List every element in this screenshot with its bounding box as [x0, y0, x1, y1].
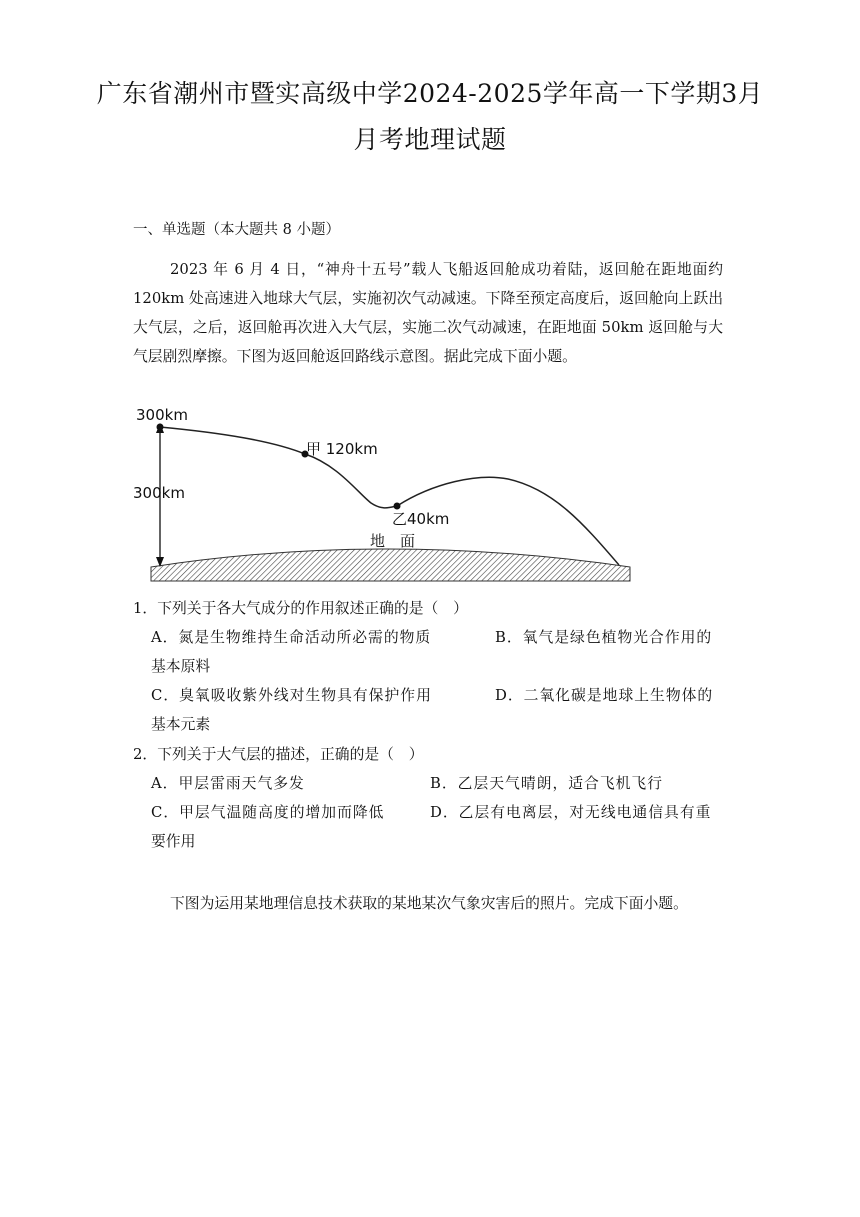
start-altitude-label: 300km [136, 406, 188, 424]
height-label: 300km [133, 484, 185, 502]
q1-option-a: A．氮是生物维持生命活动所必需的物质 [151, 629, 432, 646]
q2-option-d-continued: 要作用 [151, 833, 196, 850]
start-point [157, 424, 164, 431]
ground-surface [151, 549, 630, 581]
question-1-stem: 1．下列关于各大气成分的作用叙述正确的是（ ） [133, 600, 468, 617]
q2-option-d: D．乙层有电离层，对无线电通信具有重 [430, 804, 712, 821]
section2-intro: 下图为运用某地理信息技术获取的某地某次气象灾害后的照片。完成下面小题。 [170, 895, 688, 912]
q1-option-d-continued: 基本元素 [151, 716, 211, 733]
q1-option-c: C．臭氧吸收紫外线对生物具有保护作用 [151, 687, 432, 704]
ground-label: 地 面 [370, 532, 416, 550]
q1-option-d: D．二氧化碳是地球上生物体的 [495, 687, 714, 704]
point-yi-marker [394, 503, 401, 510]
section-heading: 一、单选题（本大题共 8 小题） [133, 222, 340, 238]
page-title-continued: 月考地理试题 [353, 125, 507, 154]
q2-option-b: B．乙层天气晴朗，适合飞机飞行 [430, 775, 664, 792]
q1-option-b: B．氧气是绿色植物光合作用的 [495, 629, 713, 646]
q2-option-c: C．甲层气温随高度的增加而降低 [151, 804, 385, 821]
q1-option-b-continued: 基本原料 [151, 658, 211, 675]
point-yi-label: 乙40km [392, 510, 450, 528]
q2-option-a: A．甲层雷雨天气多发 [151, 775, 305, 792]
return-path-diagram [133, 403, 633, 585]
page-title: 广东省潮州市暨实高级中学2024-2025学年高一下学期3月 [96, 79, 764, 108]
intro-paragraph: 2023 年 6 月 4 日，“神舟十五号”载人飞船返回舱成功着陆，返回舱在距地面约 120km 处高速进入地球大气层，实施初次气动减速。下降至预定高度后，返回舱向上跃出大气层，之后，返回舱再次进入大气层，实施二次气动减速，在距地面 50km 返回舱与大气层剧烈摩擦。下图为返回舱返回路线示意图。据此完成下面小题。 [133, 261, 723, 365]
question-2-stem: 2．下列关于大气层的描述，正确的是（ ） [133, 746, 424, 763]
point-jia-label: 甲 120km [306, 440, 378, 458]
